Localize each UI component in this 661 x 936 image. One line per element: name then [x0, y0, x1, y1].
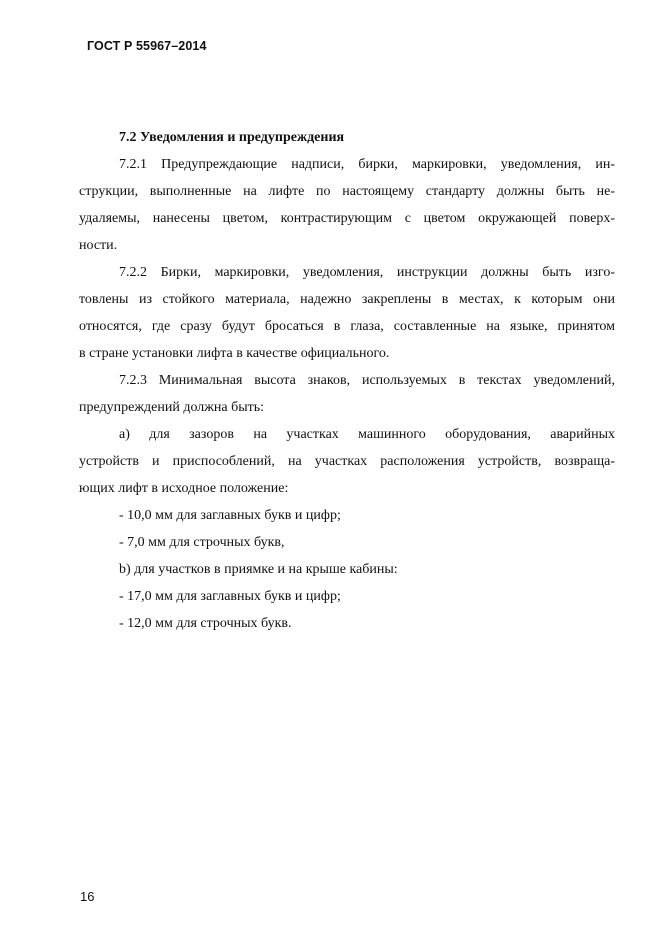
section-heading: 7.2 Уведомления и предупреждения [119, 130, 345, 145]
list-item-line: устройств и приспособлений, на участках расположения устройств, возвраща- [79, 454, 615, 469]
paragraph-line: товлены из стойкого материала, надежно закреплены в местах, к которым они [79, 292, 615, 307]
paragraph-line: относятся, где сразу будут бросаться в глаза, составленные на языке, принятом [79, 319, 615, 334]
list-item-line: - 10,0 мм для заглавных букв и цифр; [119, 508, 341, 523]
paragraph-line: предупреждений должна быть: [79, 400, 265, 415]
page-number: 16 [80, 889, 95, 904]
paragraph-line: ности. [79, 238, 118, 253]
document-body [79, 124, 615, 637]
list-item-line: - 17,0 мм для заглавных букв и цифр; [119, 589, 341, 604]
paragraph-line: в стране установки лифта в качестве официального. [79, 346, 390, 361]
list-item-line: - 12,0 мм для строчных букв. [119, 616, 292, 631]
list-item-line: ющих лифт в исходное положение: [79, 481, 289, 496]
paragraph-line: 7.2.1 Предупреждающие надписи, бирки, маркировки, уведомления, ин- [119, 157, 615, 172]
paragraph-line: 7.2.2 Бирки, маркировки, уведомления, инструкции должны быть изго- [119, 265, 615, 280]
paragraph-line: струкции, выполненные на лифте по настоящему стандарту должны быть не- [79, 184, 615, 199]
paragraph-line: удаляемы, нанесены цветом, контрастирующим с цветом окружающей поверх- [79, 211, 615, 226]
list-item-line: a) для зазоров на участках машинного оборудования, аварийных [119, 427, 615, 442]
list-item-line: - 7,0 мм для строчных букв, [119, 535, 285, 550]
document-header: ГОСТ Р 55967–2014 [87, 39, 207, 53]
paragraph-line: 7.2.3 Минимальная высота знаков, используемых в текстах уведомлений, [119, 373, 615, 388]
list-item-line: b) для участков в приямке и на крыше кабины: [119, 562, 398, 577]
